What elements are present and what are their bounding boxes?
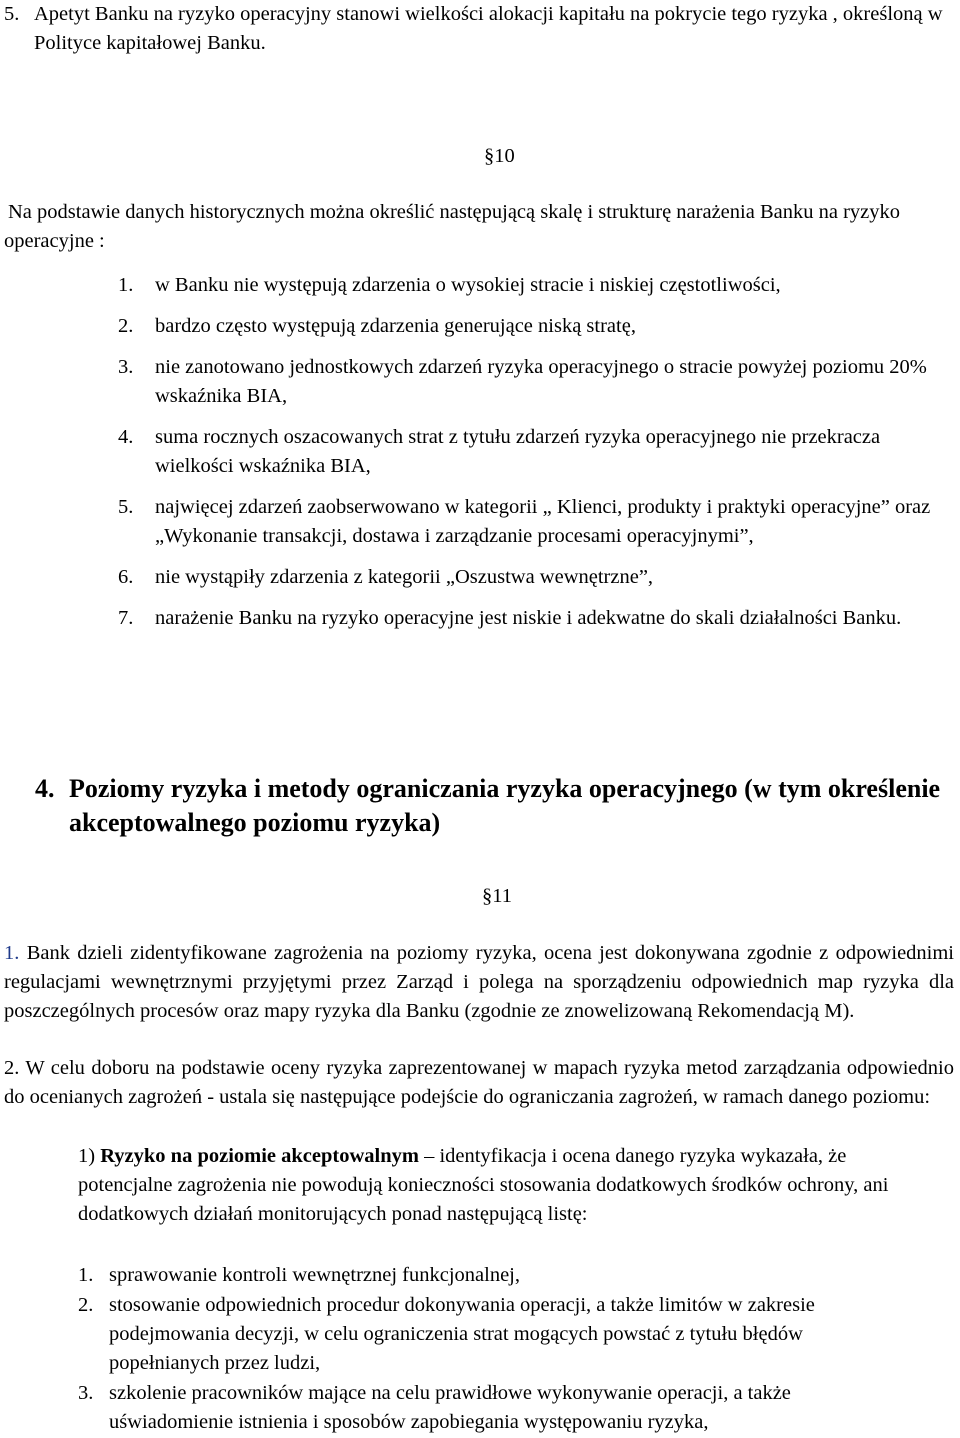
list-item-text: najwięcej zdarzeń zaobserwowano w kategorii „ Klienci, produkty i praktyki operacyjne” oraz „Wykonanie transakcji, dostawa i zarządzanie procesami operacyjnymi”, xyxy=(155,496,931,547)
list-item xyxy=(78,1379,908,1437)
paragraph-5 xyxy=(4,0,954,58)
list-item xyxy=(78,1261,908,1290)
list-item-number: 7. xyxy=(118,607,134,629)
chapter-heading xyxy=(35,772,955,840)
list-item-text: w Banku nie występują zdarzenia o wysokiej stracie i niskiej częstotliwości, xyxy=(155,274,781,296)
list-item-text: stosowanie odpowiednich procedur dokonywania operacji, a także limitów w zakresie podejmowania decyzji, w celu ograniczenia strat mogących powstać z tytułu błędów popełnianych przez ludzi, xyxy=(109,1294,815,1374)
list-item-number: 1. xyxy=(78,1264,94,1286)
list-item-number: 5. xyxy=(118,496,134,518)
list-item xyxy=(118,312,948,341)
list-item xyxy=(118,604,948,633)
section-label-11: §11 xyxy=(482,885,512,907)
list-item xyxy=(118,563,948,592)
list-item xyxy=(118,353,948,411)
list-item-text: nie zanotowano jednostkowych zdarzeń ryzyka operacyjnego o stracie powyżej poziomu 20% wskaźnika BIA, xyxy=(155,356,927,407)
sub-point-number: 1) xyxy=(78,1145,96,1167)
control-measures-list xyxy=(78,1261,908,1438)
list-item-text: bardzo często występują zdarzenia generujące niską stratę, xyxy=(155,315,636,337)
list-item xyxy=(78,1291,908,1378)
list-item-text: suma rocznych oszacowanych strat z tytułu zdarzeń ryzyka operacyjnego nie przekracza wielkości wskaźnika BIA, xyxy=(155,426,881,477)
chapter-title: Poziomy ryzyka i metody ograniczania ryzyka operacyjnego (w tym określenie akceptowalnego poziomu ryzyka) xyxy=(69,774,941,837)
exposure-list xyxy=(118,271,948,645)
list-item-number: 3. xyxy=(118,356,134,378)
list-item-number: 1. xyxy=(118,274,134,296)
list-item-text: narażenie Banku na ryzyko operacyjne jest niskie i adekwatne do skali działalności Banku. xyxy=(155,607,902,629)
risk-level-acceptable xyxy=(78,1142,900,1229)
list-item-number: 6. xyxy=(118,566,134,588)
list-item xyxy=(118,271,948,300)
section-11-paragraph-2 xyxy=(4,1054,954,1112)
list-item xyxy=(118,493,948,551)
list-item-number: 2. xyxy=(78,1294,94,1316)
list-item-text: nie wystąpiły zdarzenia z kategorii „Oszustwa wewnętrzne”, xyxy=(155,566,654,588)
list-item-number: 3. xyxy=(78,1382,94,1404)
chapter-number: 4. xyxy=(35,774,55,803)
paragraph-number: 2. xyxy=(4,1057,20,1079)
section-11-paragraph-1 xyxy=(4,939,954,1026)
paragraph-text: Bank dzieli zidentyfikowane zagrożenia na poziomy ryzyka, ocena jest dokonywana zgodnie z odpowiednimi regulacjami wewnętrznymi przyjętymi przez Zarząd i polega na sporządzeniu odpowiednich map ryzyka dla poszczególnych procesów oraz mapy ryzyka dla Banku (zgodnie ze znowelizowaną Rekomendacją M). xyxy=(4,942,954,1022)
list-item-number: 2. xyxy=(118,315,134,337)
section-label-10: §10 xyxy=(484,145,515,167)
risk-level-title: Ryzyko na poziomie akceptowalnym xyxy=(100,1145,419,1167)
paragraph-number: 5. xyxy=(4,3,20,25)
paragraph-text: W celu doboru na podstawie oceny ryzyka zaprezentowanej w mapach ryzyka metod zarządzania odpowiednio do ocenianych zagrożeń - ustala się następujące podejście do ograniczania zagrożeń, w ramach danego poziomu: xyxy=(4,1057,954,1108)
list-item-text: szkolenie pracowników mające na celu prawidłowe wykonywanie operacji, a także uświadomienie istnienia i sposobów zapobiegania występowaniu ryzyka, xyxy=(109,1382,791,1433)
list-item-text: sprawowanie kontroli wewnętrznej funkcjonalnej, xyxy=(109,1264,521,1286)
risk-level-description: – identyfikacja i ocena danego ryzyka wykazała, że potencjalne zagrożenia nie powodują konieczności stosowania dodatkowych środków ochrony, ani dodatkowych działań monitorujących ponad następującą listę: xyxy=(78,1145,889,1225)
section-10-intro: Na podstawie danych historycznych można określić następującą skalę i strukturę narażenia Banku na ryzyko operacyjne : xyxy=(4,201,900,252)
paragraph-number: 1. xyxy=(4,942,20,964)
paragraph-text: Apetyt Banku na ryzyko operacyjny stanowi wielkości alokacji kapitału na pokrycie tego ryzyka , określoną w Polityce kapitałowej Banku. xyxy=(34,3,943,54)
list-item-number: 4. xyxy=(118,426,134,448)
list-item xyxy=(118,423,948,481)
